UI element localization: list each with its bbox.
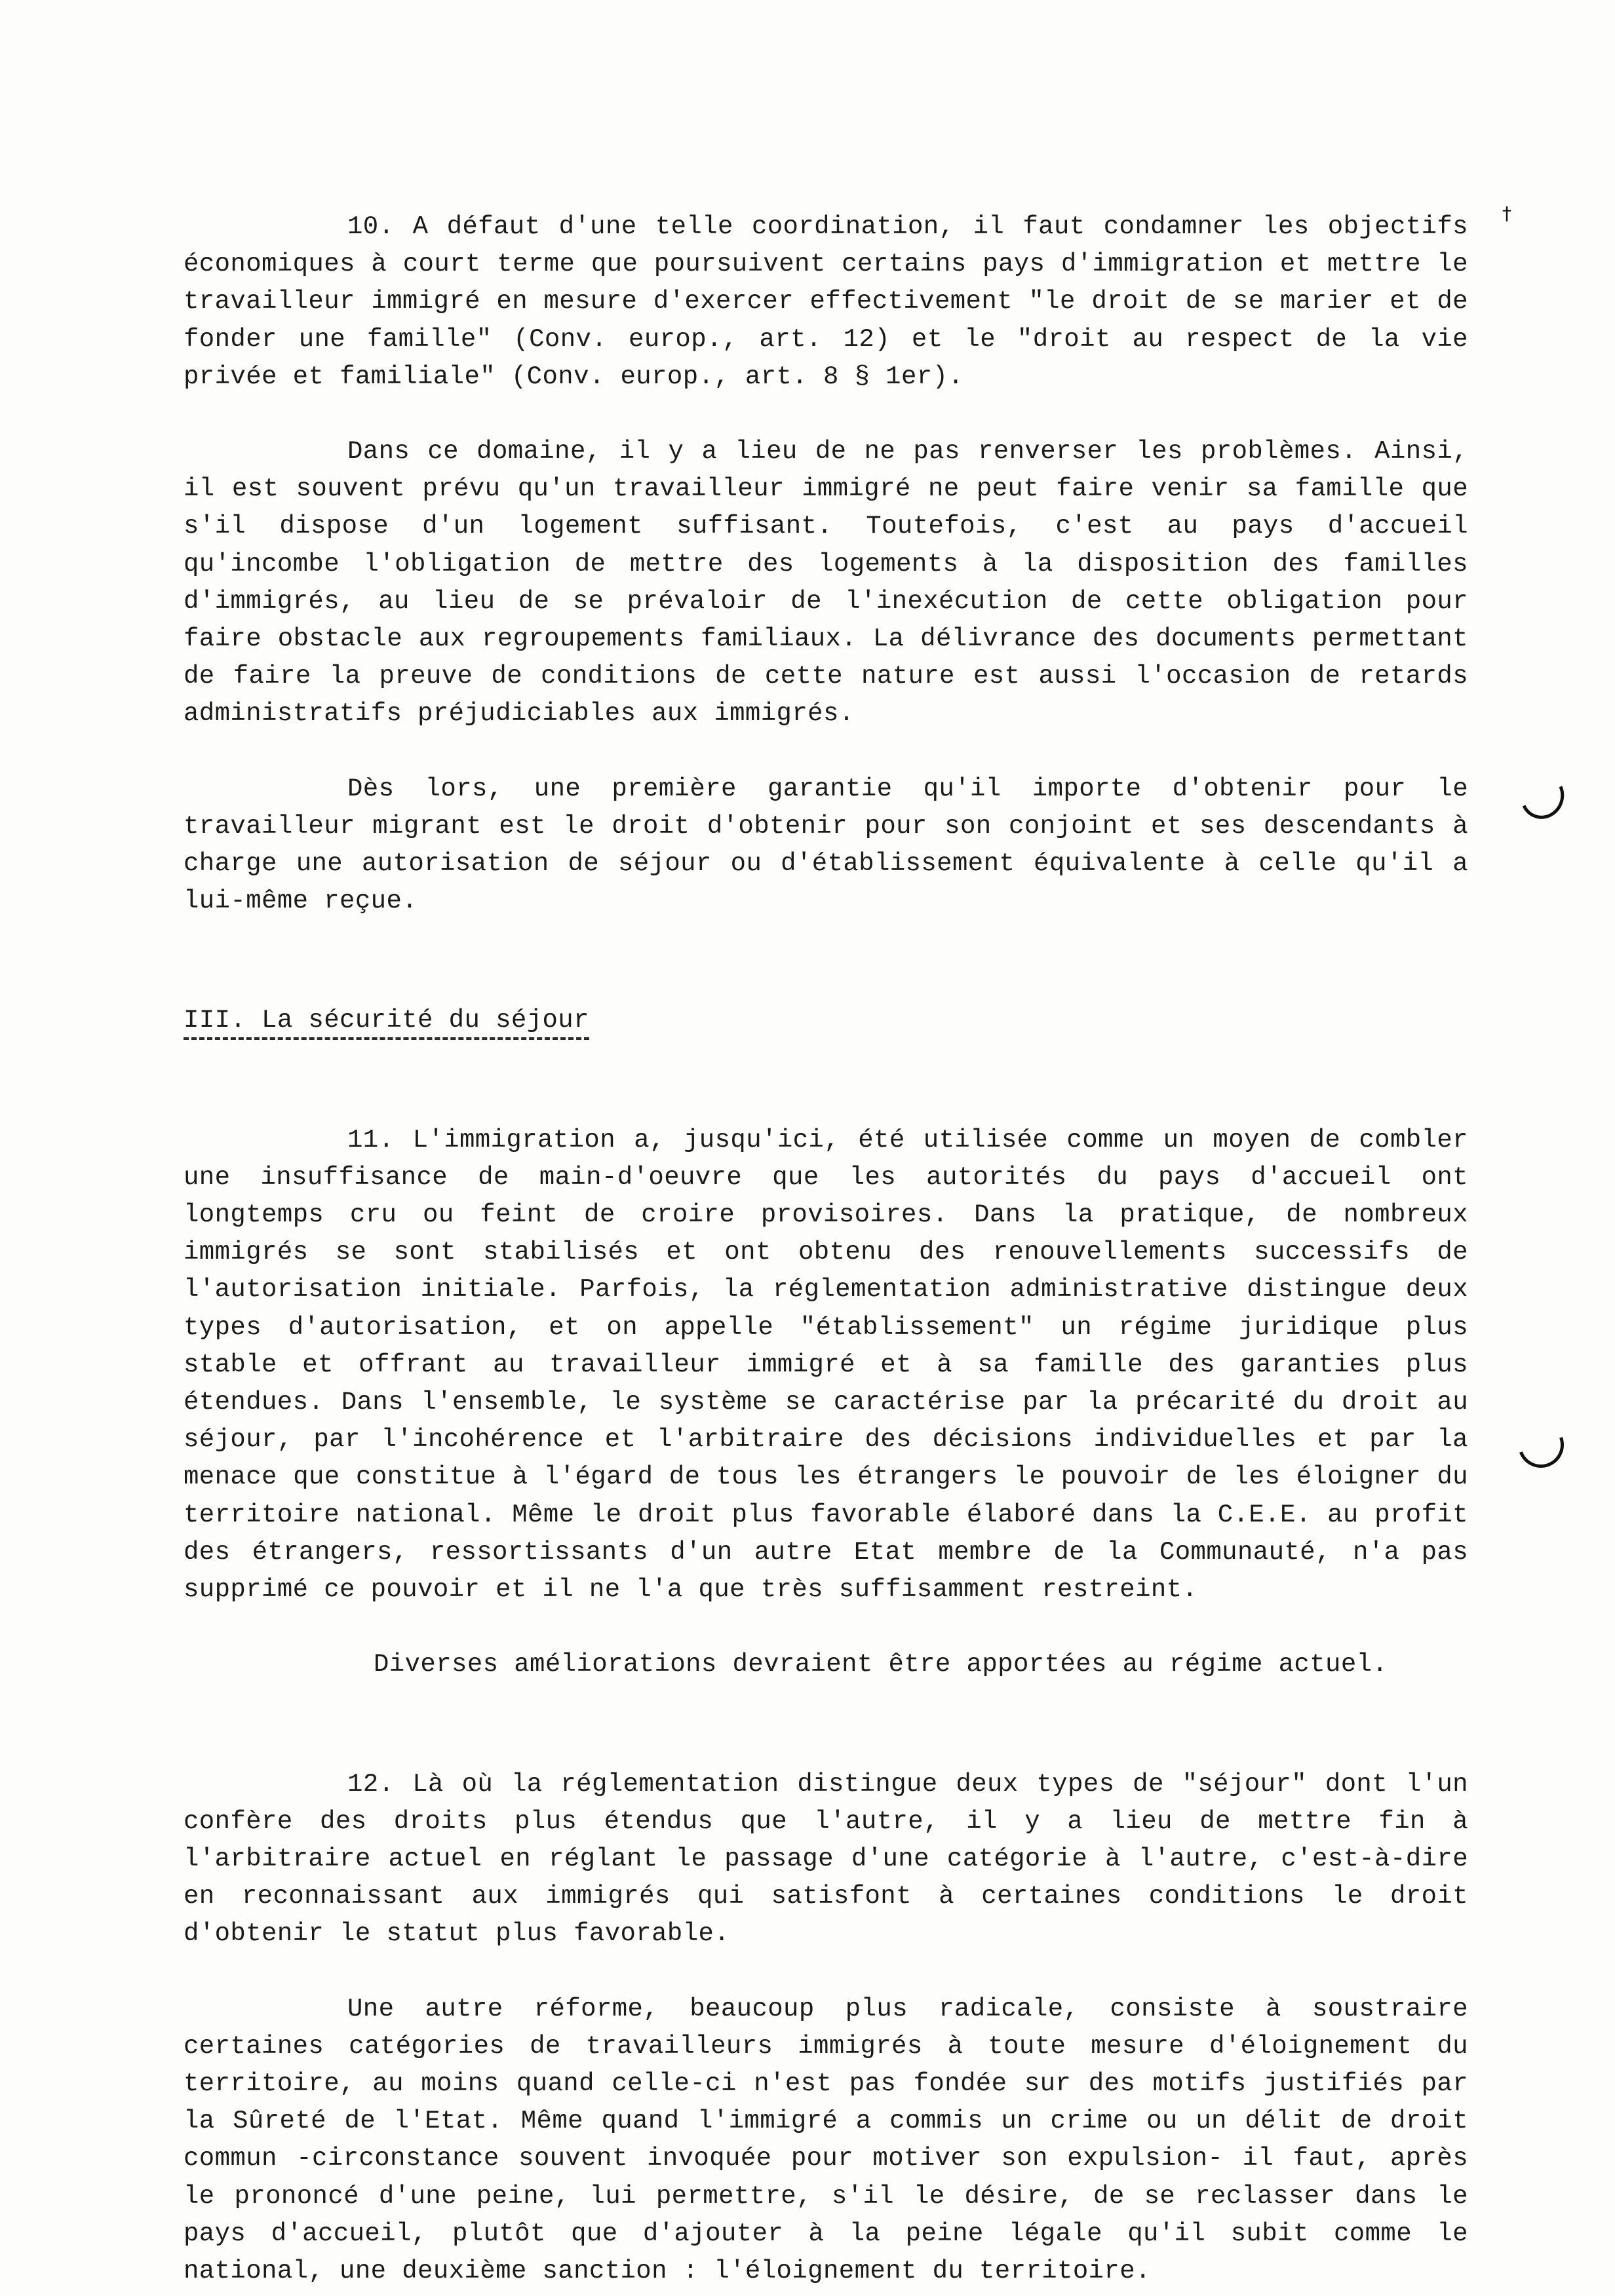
paragraph-domaine: Dans ce domaine, il y a lieu de ne pas renverser les problèmes. Ainsi, il est souvent prévu qu'un travailleur immigré ne peut faire venir sa famille que s'il dispose d'un logement suffisant. Toutefois, c'est au pays d'accueil qu'incombe l'obligation de mettre des logements à la disposition des familles d'immigrés, au lieu de se prévaloir de l'inexécution de cette obligation pour faire obstacle aux regroupements familiaux. La délivrance des documents permettant de faire la preuve de conditions de cette nature est aussi l'occasion de retards administratifs préjudiciables aux immigrés. [184,437,1484,729]
margin-check-mark [1514,767,1570,825]
paragraph-garantie: Dès lors, une première garantie qu'il importe d'obtenir pour le travailleur migrant est le droit d'obtenir pour son conjoint et ses descendants à charge une autorisation de séjour ou d'établissement équivalente à celle qu'il a lui-même reçue. [184,774,1484,916]
paragraph-reforme: Une autre réforme, beaucoup plus radicale, consiste à soustraire certaines catégories de travailleurs immigrés à toute mesure d'éloignement du territoire, au moins quand celle-ci n'est pas fondée sur des motifs justifiés par la Sûreté de l'Etat. Même quand l'immigré a commis un crime ou un délit de droit commun -circonstance souvent invoquée pour motiver son expulsion- il faut, après le prononcé d'une peine, lui permettre, s'il le désire, de se reclasser dans le pays d'accueil, plutôt que d'ajouter à la peine légale qu'il subit comme le national, une deuxième sanction : l'éloignement du territoire. [184,1994,1484,2286]
paragraph-ameliorations: Diverses améliorations devraient être apportées au régime actuel. [374,1650,1388,1679]
paragraph-11: 11. L'immigration a, jusqu'ici, été utilisée comme un moyen de combler une insuffisance de main-d'oeuvre que les autorités du pays d'accueil ont longtemps cru ou feint de croire provisoires. Dans la pratique, de nombreux immigrés se sont stabilisés et ont obtenu des renouvellements successifs de l'autorisation initiale. Parfois, la réglementation administrative distingue deux types d'autorisation, et on appelle "établissement" un régime juridique plus stable et offrant au travailleur immigré et à sa famille des garanties plus étendues. Dans l'ensemble, le système se caractérise par la précarité du droit au séjour, par l'incohérence et l'arbitraire des décisions individuelles et par la menace que constitue à l'égard de tous les étrangers le pouvoir de les éloigner du territoire national. Même le droit plus favorable élaboré dans la C.E.E. au profit des étrangers, ressortissants d'un autre Etat membre de la Communauté, n'a pas supprimé ce pouvoir et il ne l'a que très suffisamment restreint. [184,1125,1484,1605]
paragraph-12: 12. Là où la réglementation distingue deux types de "séjour" dont l'un confère des droits plus étendus que l'autre, il y a lieu de mettre fin à l'arbitraire actuel en réglant le passage d'une catégorie à l'autre, c'est-à-dire en reconnaissant aux immigrés qui satisfont à certaines conditions le droit d'obtenir le statut plus favorable. [184,1769,1484,1949]
paragraph-10: 10. A défaut d'une telle coordination, il faut condamner les objectifs économiques à court terme que poursuivent certains pays d'immigration et mettre le travailleur immigré en mesure d'exercer effectivement "le droit de se marier et de fonder une famille" (Conv. europ., art. 12) et le "droit au respect de la vie privée et familiale" (Conv. europ., art. 8 § 1er). [184,212,1484,391]
section-title [184,1002,1468,1039]
margin-check-mark [1510,1414,1571,1475]
document-body [184,208,1484,2290]
margin-tick-mark: † [1502,202,1511,224]
section-title-text: III. La sécurité du séjour [184,1006,589,1040]
